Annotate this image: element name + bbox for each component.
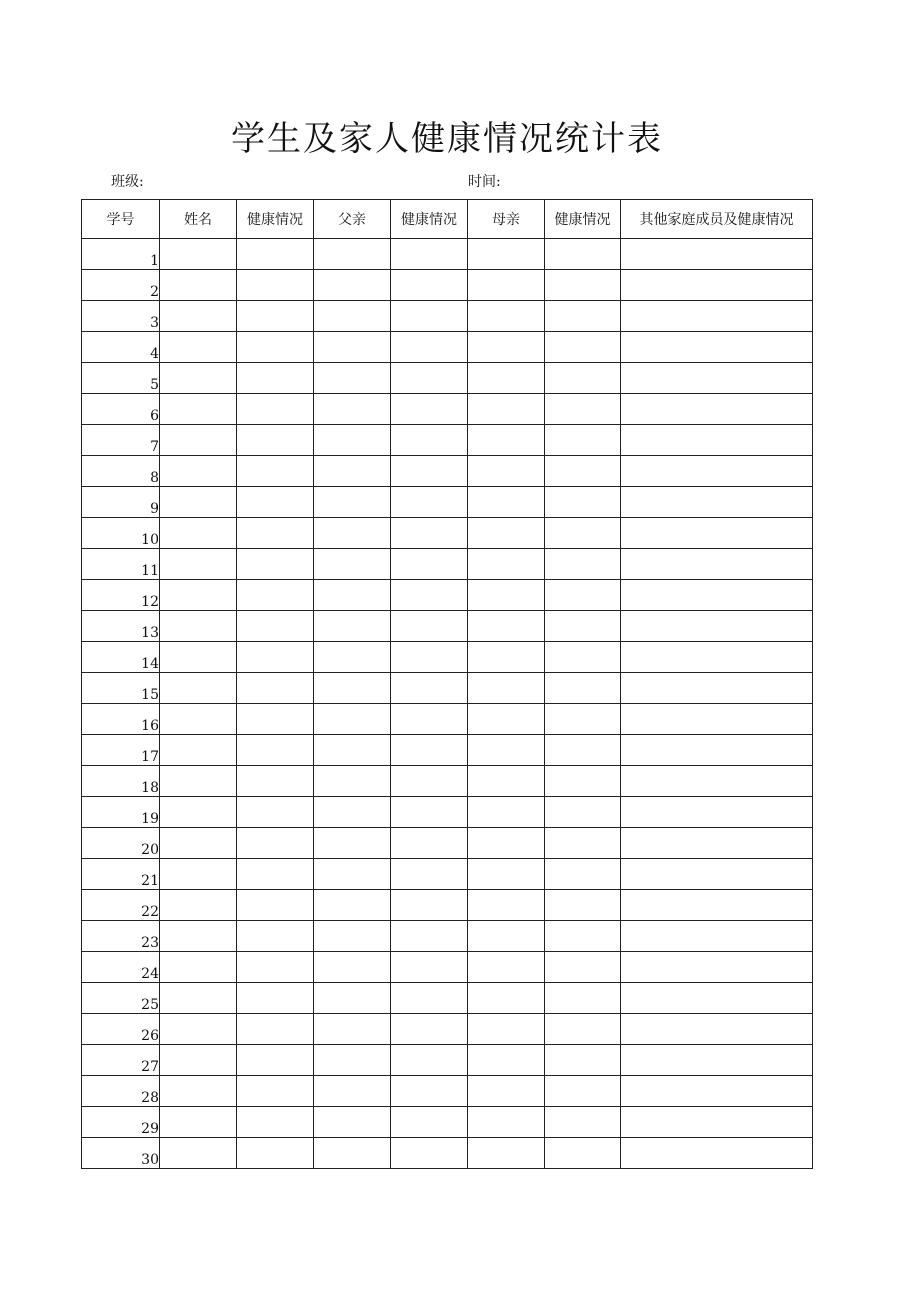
table-cell[interactable] bbox=[237, 890, 314, 921]
table-cell[interactable] bbox=[545, 1076, 621, 1107]
table-cell[interactable] bbox=[621, 394, 813, 425]
table-cell[interactable] bbox=[160, 921, 237, 952]
table-cell[interactable] bbox=[621, 735, 813, 766]
table-cell[interactable] bbox=[621, 642, 813, 673]
table-row bbox=[82, 425, 813, 456]
table-cell[interactable] bbox=[314, 394, 391, 425]
table-cell[interactable] bbox=[237, 518, 314, 549]
row-number: 8 bbox=[82, 456, 160, 487]
table-cell[interactable] bbox=[391, 952, 468, 983]
table-cell[interactable] bbox=[621, 890, 813, 921]
table-cell[interactable] bbox=[237, 549, 314, 580]
table-row bbox=[82, 1138, 813, 1169]
table-cell[interactable] bbox=[314, 1045, 391, 1076]
table-cell[interactable] bbox=[468, 611, 545, 642]
table-cell[interactable] bbox=[621, 1138, 813, 1169]
row-number: 18 bbox=[82, 766, 160, 797]
table-cell[interactable] bbox=[545, 549, 621, 580]
table-cell[interactable] bbox=[314, 735, 391, 766]
table-row bbox=[82, 363, 813, 394]
row-number: 3 bbox=[82, 301, 160, 332]
table-cell[interactable] bbox=[160, 1014, 237, 1045]
table-cell[interactable] bbox=[621, 1076, 813, 1107]
table-cell[interactable] bbox=[160, 735, 237, 766]
table-cell[interactable] bbox=[621, 921, 813, 952]
table-cell[interactable] bbox=[314, 828, 391, 859]
table-cell[interactable] bbox=[391, 766, 468, 797]
table-row bbox=[82, 766, 813, 797]
table-cell[interactable] bbox=[545, 518, 621, 549]
table-cell[interactable] bbox=[468, 394, 545, 425]
table-cell[interactable] bbox=[314, 673, 391, 704]
table-cell[interactable] bbox=[237, 921, 314, 952]
table-cell[interactable] bbox=[391, 580, 468, 611]
row-number: 22 bbox=[82, 890, 160, 921]
row-number: 27 bbox=[82, 1045, 160, 1076]
table-cell[interactable] bbox=[545, 1107, 621, 1138]
table-cell[interactable] bbox=[160, 642, 237, 673]
table-cell[interactable] bbox=[391, 1045, 468, 1076]
table-cell[interactable] bbox=[621, 518, 813, 549]
table-cell[interactable] bbox=[237, 952, 314, 983]
table-cell[interactable] bbox=[468, 1076, 545, 1107]
table-row bbox=[82, 1045, 813, 1076]
table-cell[interactable] bbox=[621, 1014, 813, 1045]
row-number: 24 bbox=[82, 952, 160, 983]
table-cell[interactable] bbox=[160, 983, 237, 1014]
row-number: 19 bbox=[82, 797, 160, 828]
table-row bbox=[82, 704, 813, 735]
table-row bbox=[82, 735, 813, 766]
table-cell[interactable] bbox=[468, 1138, 545, 1169]
table-cell[interactable] bbox=[237, 1138, 314, 1169]
table-cell[interactable] bbox=[160, 456, 237, 487]
table-cell[interactable] bbox=[545, 363, 621, 394]
table-cell[interactable] bbox=[314, 518, 391, 549]
table-cell[interactable] bbox=[468, 642, 545, 673]
row-number: 25 bbox=[82, 983, 160, 1014]
page-title: 学生及家人健康情况统计表 bbox=[231, 119, 663, 159]
table-cell[interactable] bbox=[468, 828, 545, 859]
table-cell[interactable] bbox=[160, 270, 237, 301]
table-row bbox=[82, 1014, 813, 1045]
table-cell[interactable] bbox=[391, 797, 468, 828]
table-cell[interactable] bbox=[314, 301, 391, 332]
table-cell[interactable] bbox=[468, 1107, 545, 1138]
col-header-father-health: 健康情况 bbox=[391, 200, 468, 239]
row-number: 26 bbox=[82, 1014, 160, 1045]
table-cell[interactable] bbox=[391, 859, 468, 890]
table-cell[interactable] bbox=[160, 1045, 237, 1076]
table-cell[interactable] bbox=[621, 270, 813, 301]
table-cell[interactable] bbox=[545, 487, 621, 518]
table-cell[interactable] bbox=[314, 952, 391, 983]
table-cell[interactable] bbox=[468, 549, 545, 580]
row-number: 2 bbox=[82, 270, 160, 301]
table-cell[interactable] bbox=[621, 766, 813, 797]
table-cell[interactable] bbox=[545, 983, 621, 1014]
table-row bbox=[82, 518, 813, 549]
class-label: 班级: bbox=[111, 174, 144, 190]
table-cell[interactable] bbox=[391, 332, 468, 363]
table-cell[interactable] bbox=[621, 704, 813, 735]
row-number: 7 bbox=[82, 425, 160, 456]
table-cell[interactable] bbox=[237, 270, 314, 301]
table-cell[interactable] bbox=[621, 673, 813, 704]
table-cell[interactable] bbox=[237, 859, 314, 890]
table-cell[interactable] bbox=[160, 859, 237, 890]
table-cell[interactable] bbox=[468, 456, 545, 487]
table-cell[interactable] bbox=[314, 580, 391, 611]
table-cell[interactable] bbox=[314, 425, 391, 456]
table-cell[interactable] bbox=[314, 270, 391, 301]
table-cell[interactable] bbox=[160, 766, 237, 797]
table-cell[interactable] bbox=[468, 673, 545, 704]
row-number: 10 bbox=[82, 518, 160, 549]
table-row bbox=[82, 239, 813, 270]
table-cell[interactable] bbox=[468, 580, 545, 611]
table-cell[interactable] bbox=[237, 1076, 314, 1107]
table-row bbox=[82, 921, 813, 952]
table-cell[interactable] bbox=[621, 983, 813, 1014]
row-number: 30 bbox=[82, 1138, 160, 1169]
table-cell[interactable] bbox=[237, 580, 314, 611]
table-row bbox=[82, 983, 813, 1014]
row-number: 12 bbox=[82, 580, 160, 611]
row-number: 23 bbox=[82, 921, 160, 952]
table-cell[interactable] bbox=[621, 828, 813, 859]
table-cell[interactable] bbox=[621, 239, 813, 270]
table-cell[interactable] bbox=[545, 859, 621, 890]
table-cell[interactable] bbox=[314, 1107, 391, 1138]
table-cell[interactable] bbox=[160, 952, 237, 983]
table-row bbox=[82, 394, 813, 425]
table-cell[interactable] bbox=[468, 890, 545, 921]
table-cell[interactable] bbox=[468, 363, 545, 394]
table-cell[interactable] bbox=[314, 1076, 391, 1107]
row-number: 28 bbox=[82, 1076, 160, 1107]
table-cell[interactable] bbox=[545, 642, 621, 673]
table-cell[interactable] bbox=[391, 1107, 468, 1138]
table-cell[interactable] bbox=[237, 394, 314, 425]
table-cell[interactable] bbox=[391, 456, 468, 487]
table-cell[interactable] bbox=[160, 301, 237, 332]
table-cell[interactable] bbox=[237, 332, 314, 363]
table-cell[interactable] bbox=[545, 611, 621, 642]
table-cell[interactable] bbox=[314, 487, 391, 518]
table-cell[interactable] bbox=[545, 797, 621, 828]
table-cell[interactable] bbox=[314, 921, 391, 952]
table-row bbox=[82, 828, 813, 859]
table-cell[interactable] bbox=[237, 673, 314, 704]
table-cell[interactable] bbox=[314, 1014, 391, 1045]
table-cell[interactable] bbox=[391, 363, 468, 394]
table-cell[interactable] bbox=[314, 456, 391, 487]
table-cell[interactable] bbox=[391, 1076, 468, 1107]
table-header-row bbox=[82, 200, 813, 239]
row-number: 1 bbox=[82, 239, 160, 270]
table-row bbox=[82, 611, 813, 642]
col-header-father: 父亲 bbox=[314, 200, 391, 239]
table-cell[interactable] bbox=[391, 301, 468, 332]
table-cell[interactable] bbox=[468, 797, 545, 828]
table-cell[interactable] bbox=[468, 1014, 545, 1045]
table-cell[interactable] bbox=[621, 580, 813, 611]
table-cell[interactable] bbox=[314, 859, 391, 890]
table-cell[interactable] bbox=[237, 766, 314, 797]
row-number: 11 bbox=[82, 549, 160, 580]
table-cell[interactable] bbox=[545, 394, 621, 425]
table-cell[interactable] bbox=[314, 611, 391, 642]
table-row bbox=[82, 549, 813, 580]
table-cell[interactable] bbox=[545, 1138, 621, 1169]
table-row bbox=[82, 270, 813, 301]
table-cell[interactable] bbox=[468, 766, 545, 797]
table-cell[interactable] bbox=[391, 1014, 468, 1045]
table-cell[interactable] bbox=[545, 735, 621, 766]
col-header-other-members: 其他家庭成员及健康情况 bbox=[621, 200, 813, 239]
table-cell[interactable] bbox=[160, 797, 237, 828]
table-cell[interactable] bbox=[160, 239, 237, 270]
col-header-student-health: 健康情况 bbox=[237, 200, 314, 239]
table-cell[interactable] bbox=[545, 456, 621, 487]
table-cell[interactable] bbox=[621, 301, 813, 332]
table-cell[interactable] bbox=[468, 425, 545, 456]
col-header-name: 姓名 bbox=[160, 200, 237, 239]
table-cell[interactable] bbox=[160, 828, 237, 859]
table-cell[interactable] bbox=[621, 456, 813, 487]
table-cell[interactable] bbox=[391, 642, 468, 673]
table-row bbox=[82, 859, 813, 890]
table-cell[interactable] bbox=[545, 766, 621, 797]
row-number: 5 bbox=[82, 363, 160, 394]
table-cell[interactable] bbox=[545, 828, 621, 859]
table-cell[interactable] bbox=[468, 921, 545, 952]
table-cell[interactable] bbox=[314, 890, 391, 921]
table-cell[interactable] bbox=[160, 518, 237, 549]
table-cell[interactable] bbox=[314, 549, 391, 580]
table-cell[interactable] bbox=[237, 456, 314, 487]
table-cell[interactable] bbox=[545, 239, 621, 270]
table-cell[interactable] bbox=[468, 983, 545, 1014]
table-cell[interactable] bbox=[621, 1045, 813, 1076]
table-row bbox=[82, 673, 813, 704]
table-cell[interactable] bbox=[160, 611, 237, 642]
table-row bbox=[82, 797, 813, 828]
table-cell[interactable] bbox=[468, 859, 545, 890]
table-cell[interactable] bbox=[160, 1107, 237, 1138]
table-cell[interactable] bbox=[468, 332, 545, 363]
table-cell[interactable] bbox=[545, 704, 621, 735]
table-cell[interactable] bbox=[468, 270, 545, 301]
table-cell[interactable] bbox=[468, 487, 545, 518]
table-cell[interactable] bbox=[391, 735, 468, 766]
table-cell[interactable] bbox=[621, 363, 813, 394]
table-cell[interactable] bbox=[621, 549, 813, 580]
row-number: 21 bbox=[82, 859, 160, 890]
table-cell[interactable] bbox=[621, 487, 813, 518]
table-cell[interactable] bbox=[237, 487, 314, 518]
table-cell[interactable] bbox=[391, 549, 468, 580]
table-cell[interactable] bbox=[391, 487, 468, 518]
table-row bbox=[82, 1107, 813, 1138]
table-cell[interactable] bbox=[160, 704, 237, 735]
table-cell[interactable] bbox=[621, 332, 813, 363]
table-cell[interactable] bbox=[391, 828, 468, 859]
table-cell[interactable] bbox=[621, 611, 813, 642]
table-cell[interactable] bbox=[545, 270, 621, 301]
table-row bbox=[82, 332, 813, 363]
table-cell[interactable] bbox=[237, 735, 314, 766]
table-cell[interactable] bbox=[314, 766, 391, 797]
table-cell[interactable] bbox=[545, 1014, 621, 1045]
row-number: 13 bbox=[82, 611, 160, 642]
table-cell[interactable] bbox=[545, 1045, 621, 1076]
table-cell[interactable] bbox=[314, 983, 391, 1014]
table-cell[interactable] bbox=[314, 642, 391, 673]
table-cell[interactable] bbox=[468, 1045, 545, 1076]
table-cell[interactable] bbox=[237, 797, 314, 828]
row-number: 16 bbox=[82, 704, 160, 735]
col-header-mother: 母亲 bbox=[468, 200, 545, 239]
table-cell[interactable] bbox=[160, 363, 237, 394]
table-cell[interactable] bbox=[545, 952, 621, 983]
table-cell[interactable] bbox=[468, 704, 545, 735]
table-cell[interactable] bbox=[545, 425, 621, 456]
table-cell[interactable] bbox=[160, 487, 237, 518]
row-number: 17 bbox=[82, 735, 160, 766]
table-row bbox=[82, 952, 813, 983]
table-cell[interactable] bbox=[314, 239, 391, 270]
table-cell[interactable] bbox=[160, 425, 237, 456]
table-cell[interactable] bbox=[237, 642, 314, 673]
table-cell[interactable] bbox=[545, 301, 621, 332]
table-cell[interactable] bbox=[391, 673, 468, 704]
col-header-student-id: 学号 bbox=[82, 200, 160, 239]
table-cell[interactable] bbox=[468, 518, 545, 549]
table-cell[interactable] bbox=[391, 425, 468, 456]
table-cell[interactable] bbox=[160, 332, 237, 363]
col-header-mother-health: 健康情况 bbox=[545, 200, 621, 239]
health-table bbox=[81, 199, 813, 1169]
table-cell[interactable] bbox=[237, 611, 314, 642]
table-cell[interactable] bbox=[468, 735, 545, 766]
table-cell[interactable] bbox=[468, 239, 545, 270]
table-cell[interactable] bbox=[391, 704, 468, 735]
table-cell[interactable] bbox=[621, 425, 813, 456]
table-cell[interactable] bbox=[160, 549, 237, 580]
table-cell[interactable] bbox=[468, 952, 545, 983]
table-cell[interactable] bbox=[237, 704, 314, 735]
table-cell[interactable] bbox=[314, 363, 391, 394]
table-row bbox=[82, 642, 813, 673]
table-cell[interactable] bbox=[545, 921, 621, 952]
table-cell[interactable] bbox=[545, 890, 621, 921]
table-cell[interactable] bbox=[314, 797, 391, 828]
table-cell[interactable] bbox=[391, 611, 468, 642]
table-cell[interactable] bbox=[468, 301, 545, 332]
row-number: 9 bbox=[82, 487, 160, 518]
row-number: 29 bbox=[82, 1107, 160, 1138]
table-row bbox=[82, 1076, 813, 1107]
table-cell[interactable] bbox=[621, 859, 813, 890]
table-cell[interactable] bbox=[237, 425, 314, 456]
table-cell[interactable] bbox=[314, 332, 391, 363]
table-cell[interactable] bbox=[545, 332, 621, 363]
table-cell[interactable] bbox=[391, 890, 468, 921]
table-cell[interactable] bbox=[391, 983, 468, 1014]
table-cell[interactable] bbox=[160, 1076, 237, 1107]
row-number: 20 bbox=[82, 828, 160, 859]
table-cell[interactable] bbox=[545, 673, 621, 704]
table-cell[interactable] bbox=[391, 518, 468, 549]
table-cell[interactable] bbox=[160, 580, 237, 611]
row-number: 14 bbox=[82, 642, 160, 673]
table-row bbox=[82, 456, 813, 487]
table-row bbox=[82, 301, 813, 332]
table-cell[interactable] bbox=[237, 1107, 314, 1138]
table-row bbox=[82, 890, 813, 921]
time-label: 时间: bbox=[468, 174, 501, 190]
table-row bbox=[82, 580, 813, 611]
table-cell[interactable] bbox=[314, 1138, 391, 1169]
table-cell[interactable] bbox=[237, 1045, 314, 1076]
row-number: 15 bbox=[82, 673, 160, 704]
table-cell[interactable] bbox=[314, 704, 391, 735]
table-cell[interactable] bbox=[237, 828, 314, 859]
table-cell[interactable] bbox=[160, 673, 237, 704]
table-cell[interactable] bbox=[391, 1138, 468, 1169]
table-cell[interactable] bbox=[391, 239, 468, 270]
table-cell[interactable] bbox=[621, 1107, 813, 1138]
table-cell[interactable] bbox=[237, 239, 314, 270]
table-cell[interactable] bbox=[237, 363, 314, 394]
table-cell[interactable] bbox=[160, 890, 237, 921]
table-cell[interactable] bbox=[621, 797, 813, 828]
table-cell[interactable] bbox=[237, 983, 314, 1014]
table-cell[interactable] bbox=[237, 301, 314, 332]
table-cell[interactable] bbox=[160, 1138, 237, 1169]
row-number: 6 bbox=[82, 394, 160, 425]
table-cell[interactable] bbox=[391, 394, 468, 425]
table-cell[interactable] bbox=[237, 1014, 314, 1045]
row-number: 4 bbox=[82, 332, 160, 363]
table-cell[interactable] bbox=[391, 270, 468, 301]
table-row bbox=[82, 487, 813, 518]
table-cell[interactable] bbox=[391, 921, 468, 952]
table-cell[interactable] bbox=[545, 580, 621, 611]
table-cell[interactable] bbox=[160, 394, 237, 425]
table-cell[interactable] bbox=[621, 952, 813, 983]
